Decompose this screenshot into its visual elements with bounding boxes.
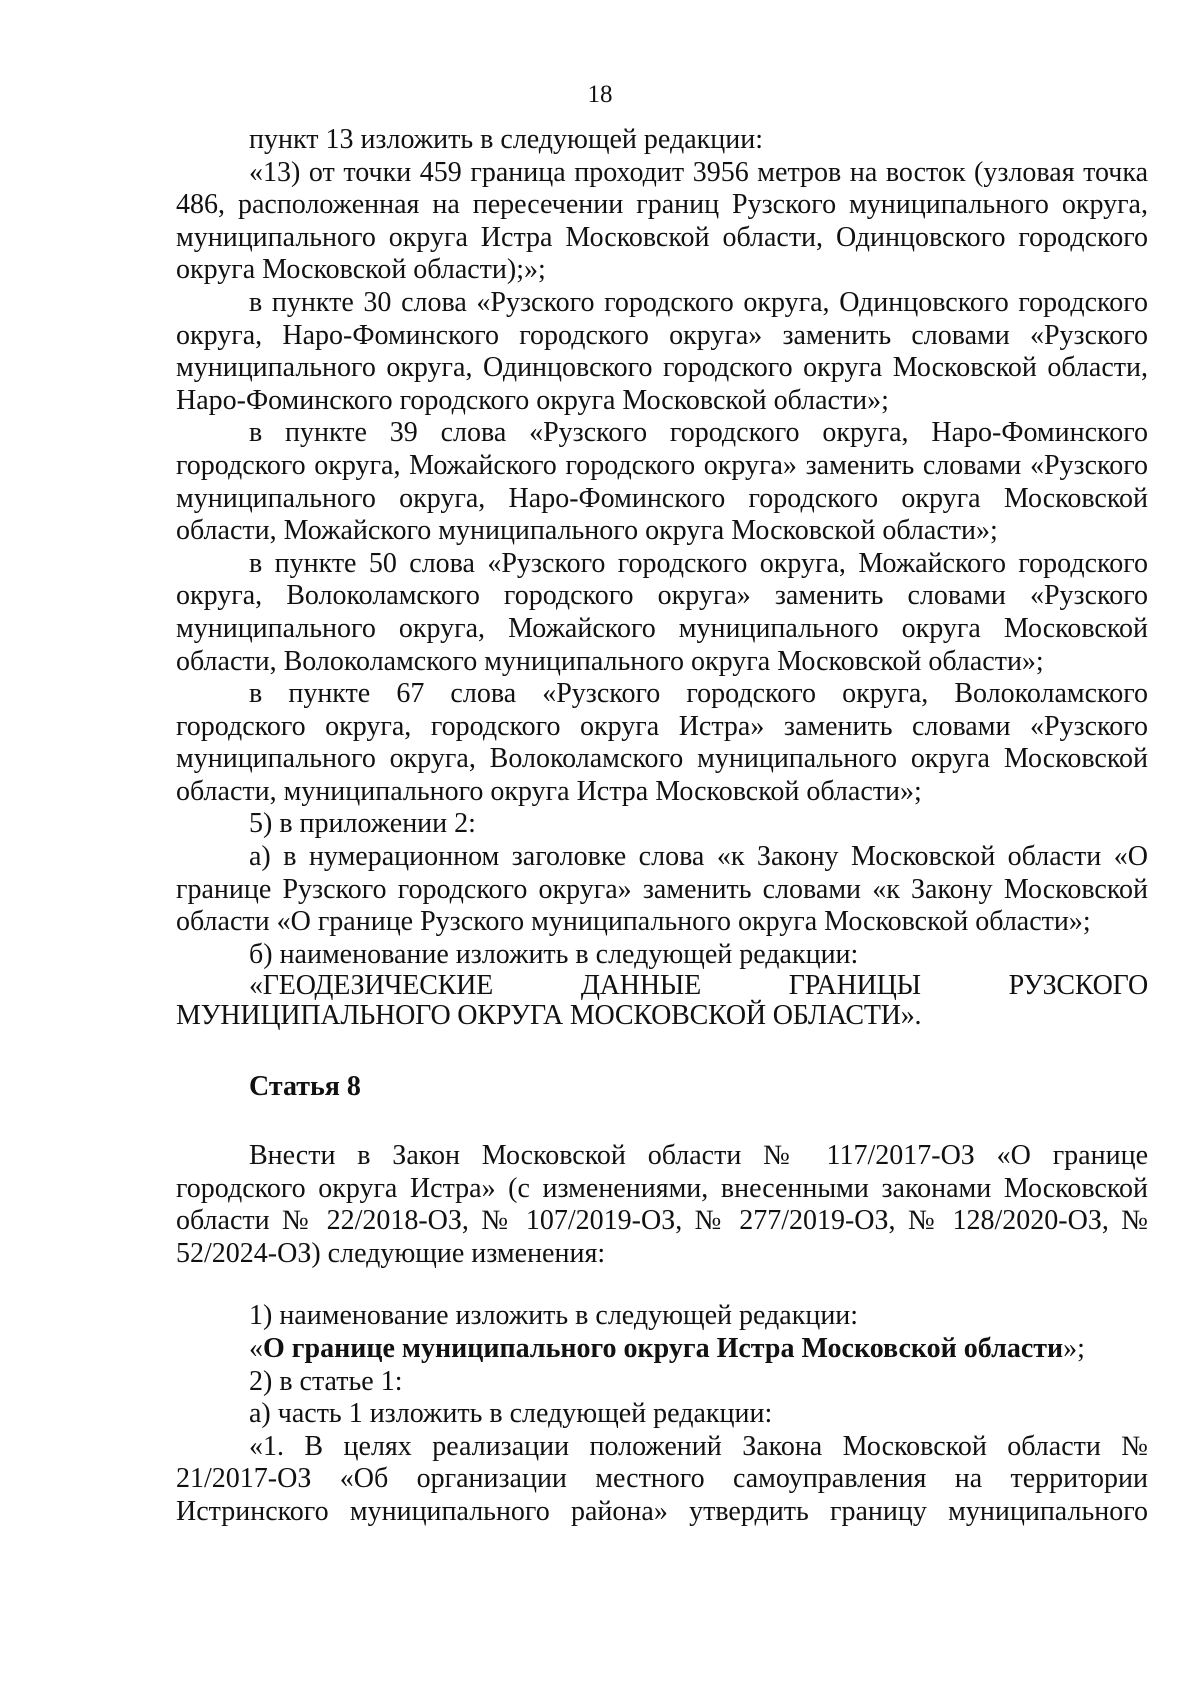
spacer bbox=[176, 1270, 1148, 1300]
paragraph-punkt-67: в пункте 67 слова «Рузского городского округа, Волоколамского городского округа, городского округа Истра» заменить словами «Рузского муниципального округа, Волоколамского муниципального округа Московской области, муниципального округа Истра Московской области»; bbox=[176, 678, 1148, 807]
paragraph-punkt-13: пункт 13 изложить в следующей редакции: bbox=[249, 124, 763, 155]
paragraph-punkt-13-text: «13) от точки 459 граница проходит 3956 метров на восток (узловая точка 486, расположенная на пересечении границ Рузского муниципального округа, муниципального округа Истра Московской области, Одинцовского городского округа Московской области);»; bbox=[176, 156, 1148, 286]
item-2: 2) в статье 1: bbox=[249, 1365, 403, 1397]
paragraph-appendix-2: 5) в приложении 2: bbox=[249, 808, 476, 840]
new-law-title: О границе муниципального округа Истра Московской области bbox=[263, 1333, 1064, 1364]
article-title: Статья 8 bbox=[249, 1071, 361, 1103]
paragraph-name-edit: б) наименование изложить в следующей редакции: bbox=[249, 938, 859, 970]
paragraph-punkt-30: в пункте 30 слова «Рузского городского округа, Одинцовского городского округа, Наро-Фоминского городского округа» заменить словами «Рузского муниципального округа, Одинцовского городского округа Московской области, Наро-Фоминского городского округа Московской области»; bbox=[176, 286, 1148, 416]
paragraph-punkt-50: в пункте 50 слова «Рузского городского округа, Можайского городского округа, Волоколамского городского округа» заменить словами «Рузского муниципального округа, Можайского муниципального округа Московской области, Волоколамского муниципального округа Московской области»; bbox=[176, 547, 1148, 677]
new-title-line bbox=[176, 1333, 1148, 1366]
page-number: 18 bbox=[587, 81, 613, 108]
article-intro-paragraph: Внести в Закон Московской области № 117/2017-ОЗ «О границе городского округа Истра» (с изменениями, внесенными законами Московской области № 22/2018-ОЗ, № 107/2019-ОЗ, № 277/2019-ОЗ, № 128/2020-ОЗ, № 52/2024-ОЗ) следующие изменения: bbox=[176, 1140, 1148, 1269]
paragraph-punkt-39: в пункте 39 слова «Рузского городского округа, Наро-Фоминского городского округа, Можайского городского округа» заменить словами «Рузского муниципального округа, Наро-Фоминского городского округа Московской области, Можайского муниципального округа Московской области»; bbox=[176, 417, 1148, 547]
item-2a: а) часть 1 изложить в следующей редакции: bbox=[249, 1398, 773, 1430]
paragraph-numbering-heading: а) в нумерационном заголовке слова «к Закону Московской области «О границе Рузского городского округа» заменить словами «к Закону Московской области «О границе Рузского муниципального округа Московской области»; bbox=[176, 841, 1148, 938]
document-body bbox=[176, 124, 1148, 1529]
final-paragraph: «1. В целях реализации положений Закона Московской области № 21/2017-ОЗ «Об организации местного самоуправления на территории Истринского муниципального района» утвердить границу муниципального bbox=[176, 1430, 1148, 1527]
quote-close: »; bbox=[1063, 1333, 1085, 1364]
quote-open: « bbox=[249, 1333, 263, 1364]
item-1: 1) наименование изложить в следующей редакции: bbox=[249, 1300, 859, 1332]
caps-heading: «ГЕОДЕЗИЧЕСКИЕ ДАННЫЕ ГРАНИЦЫ РУЗСКОГО МУНИЦИПАЛЬНОГО ОКРУГА МОСКОВСКОЙ ОБЛАСТИ». bbox=[176, 970, 1148, 1032]
